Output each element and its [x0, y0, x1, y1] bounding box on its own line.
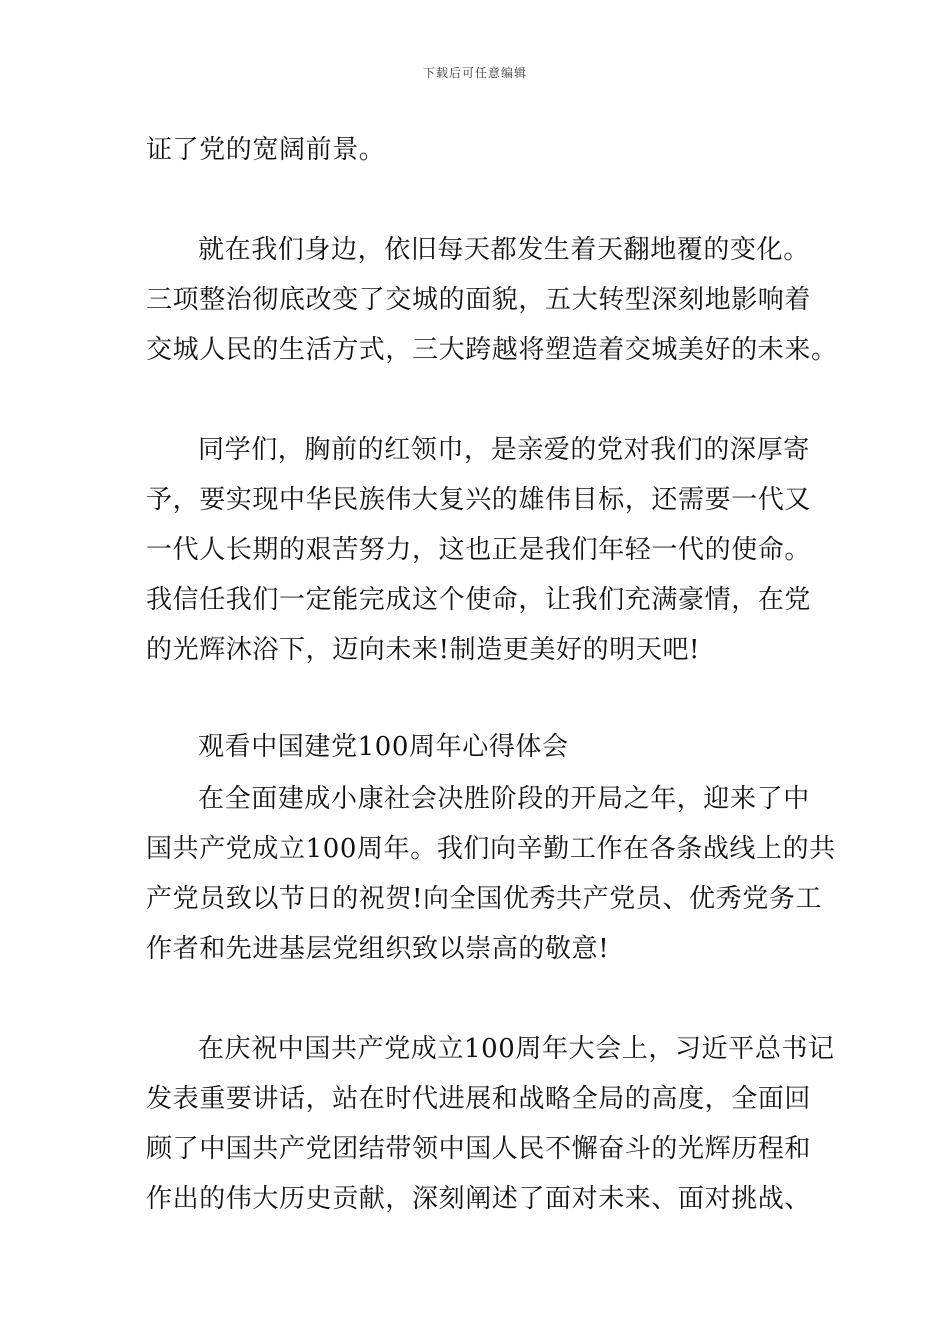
text-line: 产党员致以节日的祝贺!向全国优秀共产党员、优秀党务工: [146, 884, 823, 914]
text-line: 三项整治彻底改变了交城的面貌，五大转型深刻地影响着: [146, 285, 812, 315]
text-line: 一代人长期的艰苦努力，这也正是我们年轻一代的使命。: [146, 535, 812, 565]
text-line: 就在我们身边，依旧每天都发生着天翻地覆的变化。: [198, 235, 810, 265]
text-line: 发表重要讲话，站在时代进展和战略全局的高度，全面回: [146, 1084, 812, 1114]
text-line: 在庆祝中国共产党成立100周年大会上，习近平总书记: [198, 1034, 835, 1064]
section-heading: 观看中国建党100周年心得体会: [198, 732, 569, 762]
text-line: 作者和先进基层党组织致以崇高的敬意!: [146, 934, 610, 964]
text-line: 顾了中国共产党团结带领中国人民不懈奋斗的光辉历程和: [146, 1134, 812, 1164]
text-line: 同学们，胸前的红领巾，是亲爱的党对我们的深厚寄: [198, 435, 810, 465]
text-line: 在全面建成小康社会决胜阶段的开局之年，迎来了中: [198, 784, 810, 814]
text-line: 交城人民的生活方式，三大跨越将塑造着交城美好的未来。: [146, 335, 838, 365]
text-line: 我信任我们一定能完成这个使命，让我们充满豪情，在党: [146, 585, 812, 615]
text-line: 作出的伟大历史贡献，深刻阐述了面对未来、面对挑战、: [146, 1184, 812, 1214]
text-line: 证了党的宽阔前景。: [146, 135, 386, 165]
page-header: 下载后可任意编辑: [422, 66, 527, 80]
text-line: 国共产党成立100周年。我们向辛勤工作在各条战线上的共: [146, 834, 836, 864]
text-line: 的光辉沐浴下，迈向未来!制造更美好的明天吧!: [146, 635, 701, 665]
text-line: 予，要实现中华民族伟大复兴的雄伟目标，还需要一代又: [146, 485, 812, 515]
